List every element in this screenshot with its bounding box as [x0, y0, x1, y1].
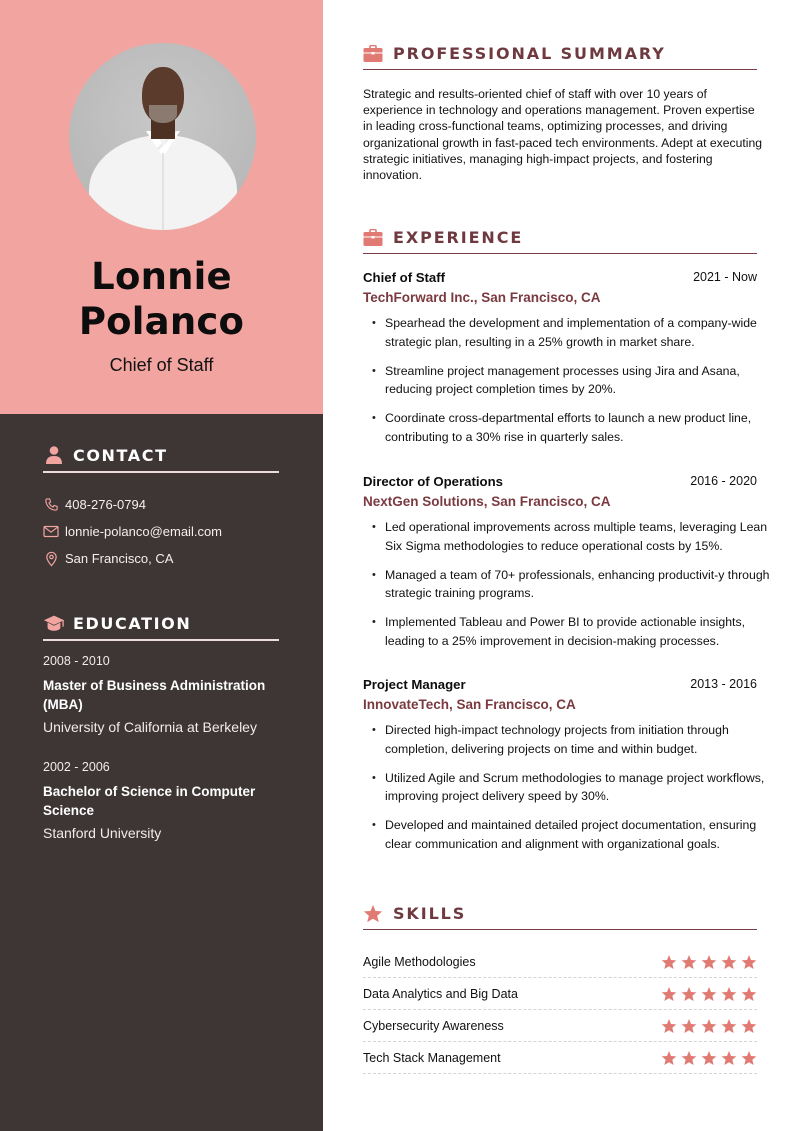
job-entry [363, 474, 770, 661]
job-title: Director of Operations [363, 474, 503, 489]
star-icon [701, 986, 717, 1002]
contact-location [43, 545, 279, 572]
photo-beard [149, 105, 177, 123]
job-bullet: • Spearhead the development and implementation of a company-wide strategic plan, resulting in a 25% growth in market share. [363, 314, 771, 352]
skill-name: Tech Stack Management [363, 1050, 501, 1065]
job-bullet: • Directed high-impact technology projects from initiation through completion, delivering projects on time and within budget. [363, 721, 771, 759]
job-bullet: • Implemented Tableau and Power BI to provide actionable insights, leading to a 25% improvement in decision-making processes. [363, 613, 771, 651]
profile-header [0, 0, 323, 414]
contact-email-value: lonnie-polanco@email.com [65, 524, 222, 539]
education-years: 2002 - 2006 [43, 760, 110, 774]
job-bullet: • Coordinate cross-departmental efforts to launch a new product line, contributing to a 30% rise in quarterly sales. [363, 409, 771, 447]
star-icon [681, 986, 697, 1002]
skills-list [363, 946, 757, 1074]
skill-name: Cybersecurity Awareness [363, 1018, 504, 1033]
first-name: Lonnie [91, 255, 232, 298]
education-degree: Master of Business Administration (MBA) [43, 678, 266, 712]
star-icon [701, 1050, 717, 1066]
skill-row [363, 1010, 757, 1042]
contact-heading [43, 443, 279, 473]
job-bullets [363, 518, 770, 651]
star-icon [661, 954, 677, 970]
job-company: NextGen Solutions, San Francisco, CA [363, 494, 611, 509]
job-company: TechForward Inc., San Francisco, CA [363, 290, 601, 305]
star-icon [741, 986, 757, 1002]
education-list [43, 653, 279, 843]
phone-icon [43, 497, 59, 513]
star-icon [363, 904, 383, 924]
star-icon [681, 1050, 697, 1066]
mail-icon [43, 524, 59, 540]
sidebar [0, 0, 323, 1131]
skill-rating [661, 1050, 757, 1066]
contact-location-value: San Francisco, CA [65, 551, 174, 566]
photo-placket [162, 153, 164, 230]
job-bullet: • Led operational improvements across multiple teams, leveraging Lean Six Sigma methodologies to reduce operational costs by 15%. [363, 518, 771, 556]
briefcase-icon [363, 228, 383, 248]
job-title: Project Manager [363, 677, 466, 692]
experience-heading [363, 222, 757, 254]
summary-text: Strategic and results-oriented chief of staff with over 10 years of experience in technology and operations management. Proven expertise in leading cross-functional teams, optimizing processes, and driving organizational growth in fast-paced tech environments. Adept at executing strategic initiatives, managing high-impact projects, and fostering innovation. [363, 87, 763, 183]
job-title: Chief of Staff [363, 270, 446, 285]
star-icon [661, 986, 677, 1002]
education-heading-label: EDUCATION [73, 613, 192, 633]
skill-row [363, 946, 757, 978]
job-bullets [363, 721, 763, 854]
skill-rating [661, 1018, 757, 1034]
candidate-name [0, 254, 323, 344]
star-icon [681, 954, 697, 970]
contact-list [43, 491, 279, 572]
education-years: 2008 - 2010 [43, 654, 110, 668]
job-bullet: • Utilized Agile and Scrum methodologies to manage project workflows, improving project delivery speed by 30%. [363, 769, 771, 807]
job-bullet: • Developed and maintained detailed project documentation, ensuring clear communication and alignment with organizational goals. [363, 816, 771, 854]
education-heading [43, 611, 279, 641]
graduation-cap-icon [43, 612, 65, 634]
job-dates: 2021 - Now [693, 270, 757, 284]
briefcase-icon [363, 44, 383, 64]
star-icon [741, 1018, 757, 1034]
education-degree: Bachelor of Science in Computer Science [43, 784, 256, 818]
contact-heading-label: CONTACT [73, 445, 168, 465]
job-dates: 2013 - 2016 [690, 677, 757, 691]
skill-row [363, 978, 757, 1010]
contact-phone-value: 408-276-0794 [65, 497, 146, 512]
star-icon [721, 1050, 737, 1066]
candidate-title: Chief of Staff [109, 355, 214, 375]
star-icon [721, 954, 737, 970]
star-icon [661, 1050, 677, 1066]
star-icon [741, 954, 757, 970]
experience-heading-label: EXPERIENCE [393, 228, 524, 247]
profile-photo [69, 43, 256, 230]
last-name: Polanco [78, 300, 245, 343]
star-icon [741, 1050, 757, 1066]
job-entry [363, 677, 763, 864]
star-icon [721, 986, 737, 1002]
education-school: University of California at Berkeley [43, 719, 257, 735]
contact-email[interactable] [43, 518, 279, 545]
skills-heading [363, 898, 757, 930]
skill-name: Data Analytics and Big Data [363, 986, 518, 1001]
star-icon [701, 954, 717, 970]
summary-heading-label: PROFESSIONAL SUMMARY [393, 44, 666, 63]
job-dates: 2016 - 2020 [690, 474, 757, 488]
education-item [43, 759, 279, 843]
star-icon [681, 1018, 697, 1034]
job-bullet: • Managed a team of 70+ professionals, enhancing productivit-y through strategic training programs. [363, 566, 771, 604]
contact-phone[interactable] [43, 491, 279, 518]
summary-heading [363, 38, 757, 70]
job-bullets [363, 314, 763, 447]
skill-name: Agile Methodologies [363, 954, 476, 969]
star-icon [661, 1018, 677, 1034]
job-entry [363, 270, 763, 457]
job-company: InnovateTech, San Francisco, CA [363, 697, 576, 712]
education-section [43, 611, 279, 865]
skills-heading-label: SKILLS [393, 904, 467, 923]
education-school: Stanford University [43, 825, 162, 841]
person-icon [43, 444, 65, 466]
contact-section [43, 443, 279, 572]
skill-rating [661, 954, 757, 970]
skill-row [363, 1042, 757, 1074]
skill-rating [661, 986, 757, 1002]
education-item [43, 653, 279, 737]
star-icon [721, 1018, 737, 1034]
job-bullet: • Streamline project management processes using Jira and Asana, reducing project completion times by 20%. [363, 362, 771, 400]
location-pin-icon [43, 551, 59, 567]
star-icon [701, 1018, 717, 1034]
